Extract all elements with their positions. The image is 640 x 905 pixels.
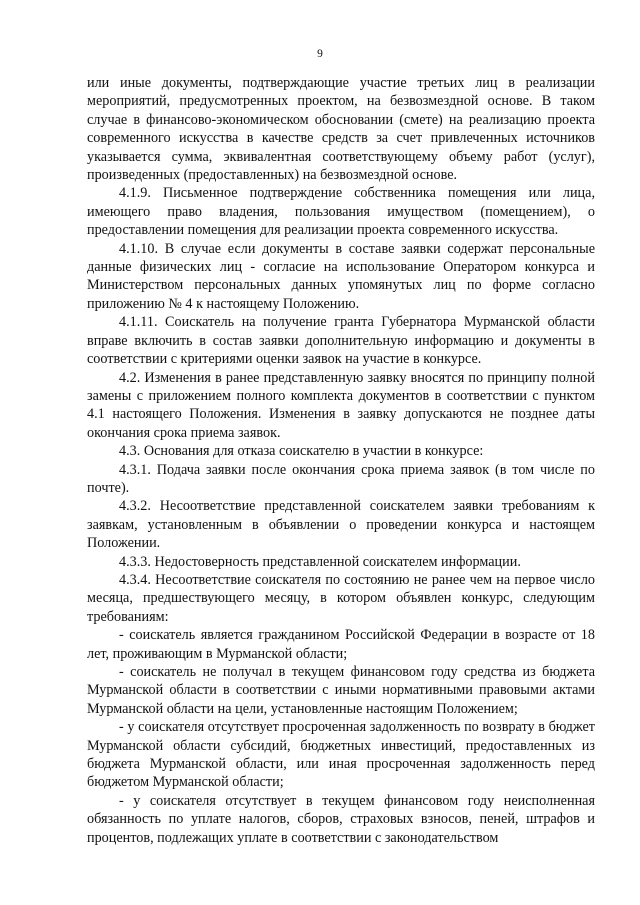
paragraph-4-3-3: 4.3.3. Недостоверность представленной соискателем информации. (119, 553, 521, 570)
paragraph-4-3-1: 4.3.1. Подача заявки после окончания срока приема заявок (в том числе по почте). (87, 461, 595, 496)
paragraph-4-1-9: 4.1.9. Письменное подтверждение собственника помещения или лица, имеющего право владения, пользования имуществом (помещением), о предоставлении помещения для реализации проекта современного искусства. (87, 185, 595, 239)
paragraph-4-3-2: 4.3.2. Несоответствие представленной соискателем заявки требованиям к заявкам, установленным в объявлении о проведении конкурса и настоящем Положении. (87, 498, 595, 552)
list-item-no-funds: - соискатель не получал в текущем финансовом году средства из бюджета Мурманской области в соответствии с иными нормативными правовыми актами Мурманской области на цели, установленные настоящим Положением; (87, 664, 595, 717)
list-item-no-tax-obligation: - у соискателя отсутствует в текущем финансовом году неисполненная обязанность по уплате налогов, сборов, страховых взносов, пеней, штрафов и процентов, подлежащих уплате в соответствии с законодательством (87, 792, 595, 846)
paragraph-4-1-10: 4.1.10. В случае если документы в составе заявки содержат персональные данные физических лиц - согласие на использование Оператором конкурса и Министерством персональных данных упомянутых лиц по форме согласно приложению № 4 к настоящему Положению. (87, 240, 595, 312)
paragraph: или иные документы, подтверждающие участие третьих лиц в реализации мероприятий, предусмотренных проектом, на безвозмездной основе. В таком случае в финансово-экономическом обосновании (смете) на реализацию проекта современного искусства в качестве средств за счет привлеченных источников указывается сумма, эквивалентная соответствующему объему работ (услуг), произведенных (предоставленных) на безвозмездной основе. (87, 75, 595, 184)
paragraph-4-3: 4.3. Основания для отказа соискателю в участии в конкурсе: (119, 443, 484, 460)
paragraph-4-2: 4.2. Изменения в ранее представленную заявку вносятся по принципу полной замены с приложением полного комплекта документов в соответствии с пунктом 4.1 настоящего Положения. Изменения в заявку допускаются не позднее даты окончания срока приема заявок. (87, 369, 595, 441)
list-item-citizen: - соискатель является гражданином Российской Федерации в возрасте от 18 лет, проживающим в Мурманской области; (87, 627, 595, 662)
paragraph-4-1-11: 4.1.11. Соискатель на получение гранта Губернатора Мурманской области вправе включить в состав заявки дополнительную информацию и документы в соответствии с критериями оценки заявок на участие в конкурсе. (87, 314, 595, 368)
page-number: 9 (317, 48, 323, 60)
list-item-no-debt: - у соискателя отсутствует просроченная задолженность по возврату в бюджет Мурманской области субсидий, бюджетных инвестиций, предоставленных из бюджета Мурманской области, или иная просроченная задолженность перед бюджетом Мурманской области; (87, 719, 595, 791)
paragraph-4-3-4: 4.3.4. Несоответствие соискателя по состоянию не ранее чем на первое число месяца, предшествующего месяцу, в котором объявлен конкурс, следующим требованиям: (87, 571, 595, 625)
body-text (87, 74, 595, 847)
